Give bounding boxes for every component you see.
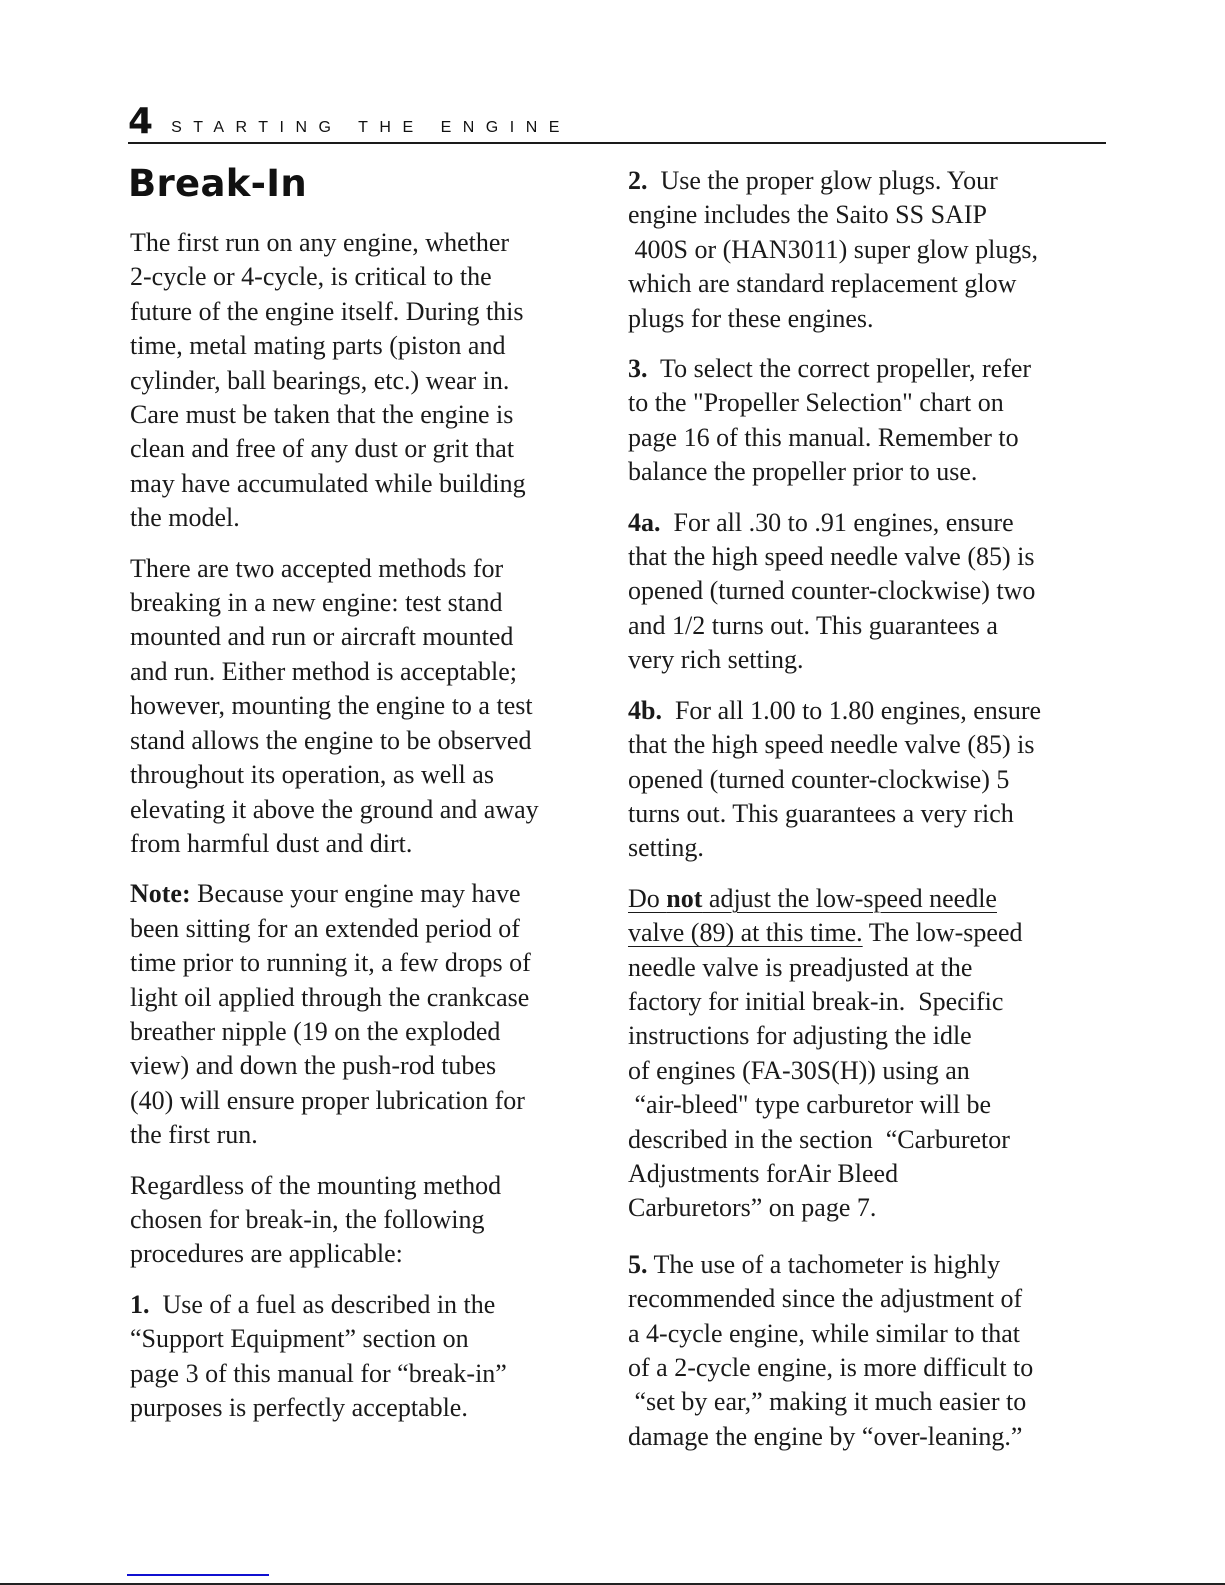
text-line: of engines (FA-30S(H)) using an xyxy=(628,1055,970,1085)
text-line: page 3 of this manual for “break-in” xyxy=(130,1358,507,1388)
text-line: a 4-cycle engine, while similar to that xyxy=(628,1318,1021,1348)
text-line: recommended since the adjustment of xyxy=(628,1284,1023,1314)
text-line: which are standard replacement glow xyxy=(628,269,1017,299)
text-line: however, mounting the engine to a test xyxy=(130,691,533,721)
text-fragment: To select the correct propeller, refer xyxy=(647,354,1032,384)
running-header xyxy=(128,101,571,142)
warning-line-underlined xyxy=(628,882,1098,916)
text-line xyxy=(628,506,1098,540)
text-line: mounted and run or aircraft mounted xyxy=(130,622,514,652)
text-line: procedures are applicable: xyxy=(130,1239,403,1269)
text-line: elevating it above the ground and away xyxy=(130,794,539,824)
text-line: described in the section “Carburetor xyxy=(628,1124,1010,1154)
text-line xyxy=(628,1248,1098,1282)
text-fragment: adjust the low-speed needle xyxy=(702,883,997,913)
paragraph-note xyxy=(130,877,600,1152)
emphasis-not: not xyxy=(666,883,703,913)
text-line: cylinder, ball bearings, etc.) wear in. xyxy=(130,365,510,395)
text-line xyxy=(628,916,1098,950)
step-2 xyxy=(628,164,1098,336)
note-label: Note: xyxy=(130,879,191,909)
text-line: turns out. This guarantees a very rich xyxy=(628,798,1014,828)
warning-underlined-fragment: valve (89) at this time. xyxy=(628,918,863,948)
text-line: engine includes the Saito SS SAIP xyxy=(628,200,987,230)
text-line: may have accumulated while building xyxy=(130,468,526,498)
text-line: “Support Equipment” section on xyxy=(130,1324,469,1354)
text-line: The first run on any engine, whether xyxy=(130,228,510,257)
text-line: plugs for these engines. xyxy=(628,303,874,333)
text-line: purposes is perfectly acceptable. xyxy=(130,1393,468,1422)
text-line xyxy=(130,1288,600,1322)
text-line: the first run. xyxy=(130,1120,258,1150)
text-line: instructions for adjusting the idle xyxy=(628,1021,972,1051)
text-line xyxy=(628,694,1098,728)
text-line: damage the engine by “over-leaning.” xyxy=(628,1421,1023,1451)
text-fragment: For all 1.00 to 1.80 engines, ensure xyxy=(661,695,1042,725)
paragraph-procedures xyxy=(130,1169,600,1272)
step-3 xyxy=(628,352,1098,490)
text-line xyxy=(628,164,1098,198)
step-4b xyxy=(628,694,1098,866)
step-1 xyxy=(130,1288,600,1426)
text-line: very rich setting. xyxy=(628,645,804,675)
text-line: to the "Propeller Selection" chart on xyxy=(628,388,1004,418)
text-line: from harmful dust and dirt. xyxy=(130,828,413,858)
text-fragment: For all .30 to .91 engines, ensure xyxy=(660,507,1014,537)
text-line: been sitting for an extended period of xyxy=(130,913,520,943)
text-line: future of the engine itself. During this xyxy=(130,296,524,326)
section-title: Break-In xyxy=(128,162,307,205)
warning-paragraph xyxy=(628,882,1098,1226)
text-line: page 16 of this manual. Remember to xyxy=(628,422,1019,452)
text-line: chosen for break-in, the following xyxy=(130,1204,485,1234)
text-fragment: Use the proper glow plugs. Your xyxy=(647,166,998,195)
text-fragment: Use of a fuel as described in the xyxy=(149,1289,496,1319)
text-line: There are two accepted methods for xyxy=(130,553,504,583)
text-line: setting. xyxy=(628,833,704,863)
text-line: clean and free of any dust or grit that xyxy=(130,434,515,464)
text-line xyxy=(130,877,600,911)
text-line: Carburetors” on page 7. xyxy=(628,1193,877,1223)
text-line xyxy=(628,352,1098,386)
bottom-accent-line xyxy=(127,1574,269,1576)
text-line: Regardless of the mounting method xyxy=(130,1170,502,1200)
left-column xyxy=(130,226,600,1441)
text-line: breaking in a new engine: test stand xyxy=(130,588,503,618)
chapter-number: 4 xyxy=(128,101,154,142)
text-line: that the high speed needle valve (85) is xyxy=(628,542,1035,572)
text-line: needle valve is preadjusted at the xyxy=(628,952,973,982)
right-column xyxy=(628,164,1098,1470)
step-5 xyxy=(628,1248,1098,1454)
text-line: the model. xyxy=(130,503,240,533)
text-line: time, metal mating parts (piston and xyxy=(130,331,506,361)
step-number: 3. xyxy=(628,354,648,384)
text-fragment: The low-speed xyxy=(862,918,1023,948)
text-line: 400S or (HAN3011) super glow plugs, xyxy=(628,234,1038,264)
text-line: stand allows the engine to be observed xyxy=(130,725,532,755)
text-line: of a 2-cycle engine, is more difficult to xyxy=(628,1353,1034,1382)
text-fragment: Do xyxy=(628,883,667,913)
step-number: 1. xyxy=(130,1289,150,1319)
chapter-title: STARTING THE ENGINE xyxy=(171,119,571,136)
text-line: throughout its operation, as well as xyxy=(130,760,494,790)
text-line: time prior to running it, a few drops of xyxy=(130,948,531,978)
text-line: opened (turned counter-clockwise) 5 xyxy=(628,764,1010,794)
text-line: opened (turned counter-clockwise) two xyxy=(628,576,1036,606)
text-line: 2-cycle or 4-cycle, is critical to the xyxy=(130,262,492,292)
text-line: “set by ear,” making it much easier to xyxy=(628,1387,1027,1417)
text-line: light oil applied through the crankcase xyxy=(130,982,530,1012)
text-line: and 1/2 turns out. This guarantees a xyxy=(628,610,998,640)
step-number: 4a. xyxy=(628,507,661,537)
step-number: 4b. xyxy=(628,695,662,725)
text-line: breather nipple (19 on the exploded xyxy=(130,1016,501,1046)
text-line: Adjustments forAir Bleed xyxy=(628,1158,899,1188)
paragraph-methods xyxy=(130,552,600,862)
header-rule xyxy=(128,142,1106,144)
text-line: “air-bleed" type carburetor will be xyxy=(628,1090,992,1120)
text-line: (40) will ensure proper lubrication for xyxy=(130,1085,525,1115)
text-line: that the high speed needle valve (85) is xyxy=(628,730,1035,760)
text-fragment: Because your engine may have xyxy=(190,879,521,909)
text-line: balance the propeller prior to use. xyxy=(628,457,978,487)
step-4a xyxy=(628,506,1098,678)
text-line: factory for initial break-in. Specific xyxy=(628,986,1004,1016)
text-fragment: The use of a tachometer is highly xyxy=(647,1249,1001,1279)
text-line: and run. Either method is acceptable; xyxy=(130,656,517,686)
step-number: 2. xyxy=(628,166,648,195)
paragraph-first-run xyxy=(130,226,600,536)
step-number: 5. xyxy=(628,1249,648,1279)
text-line: view) and down the push-rod tubes xyxy=(130,1051,497,1081)
text-line: Care must be taken that the engine is xyxy=(130,400,514,430)
